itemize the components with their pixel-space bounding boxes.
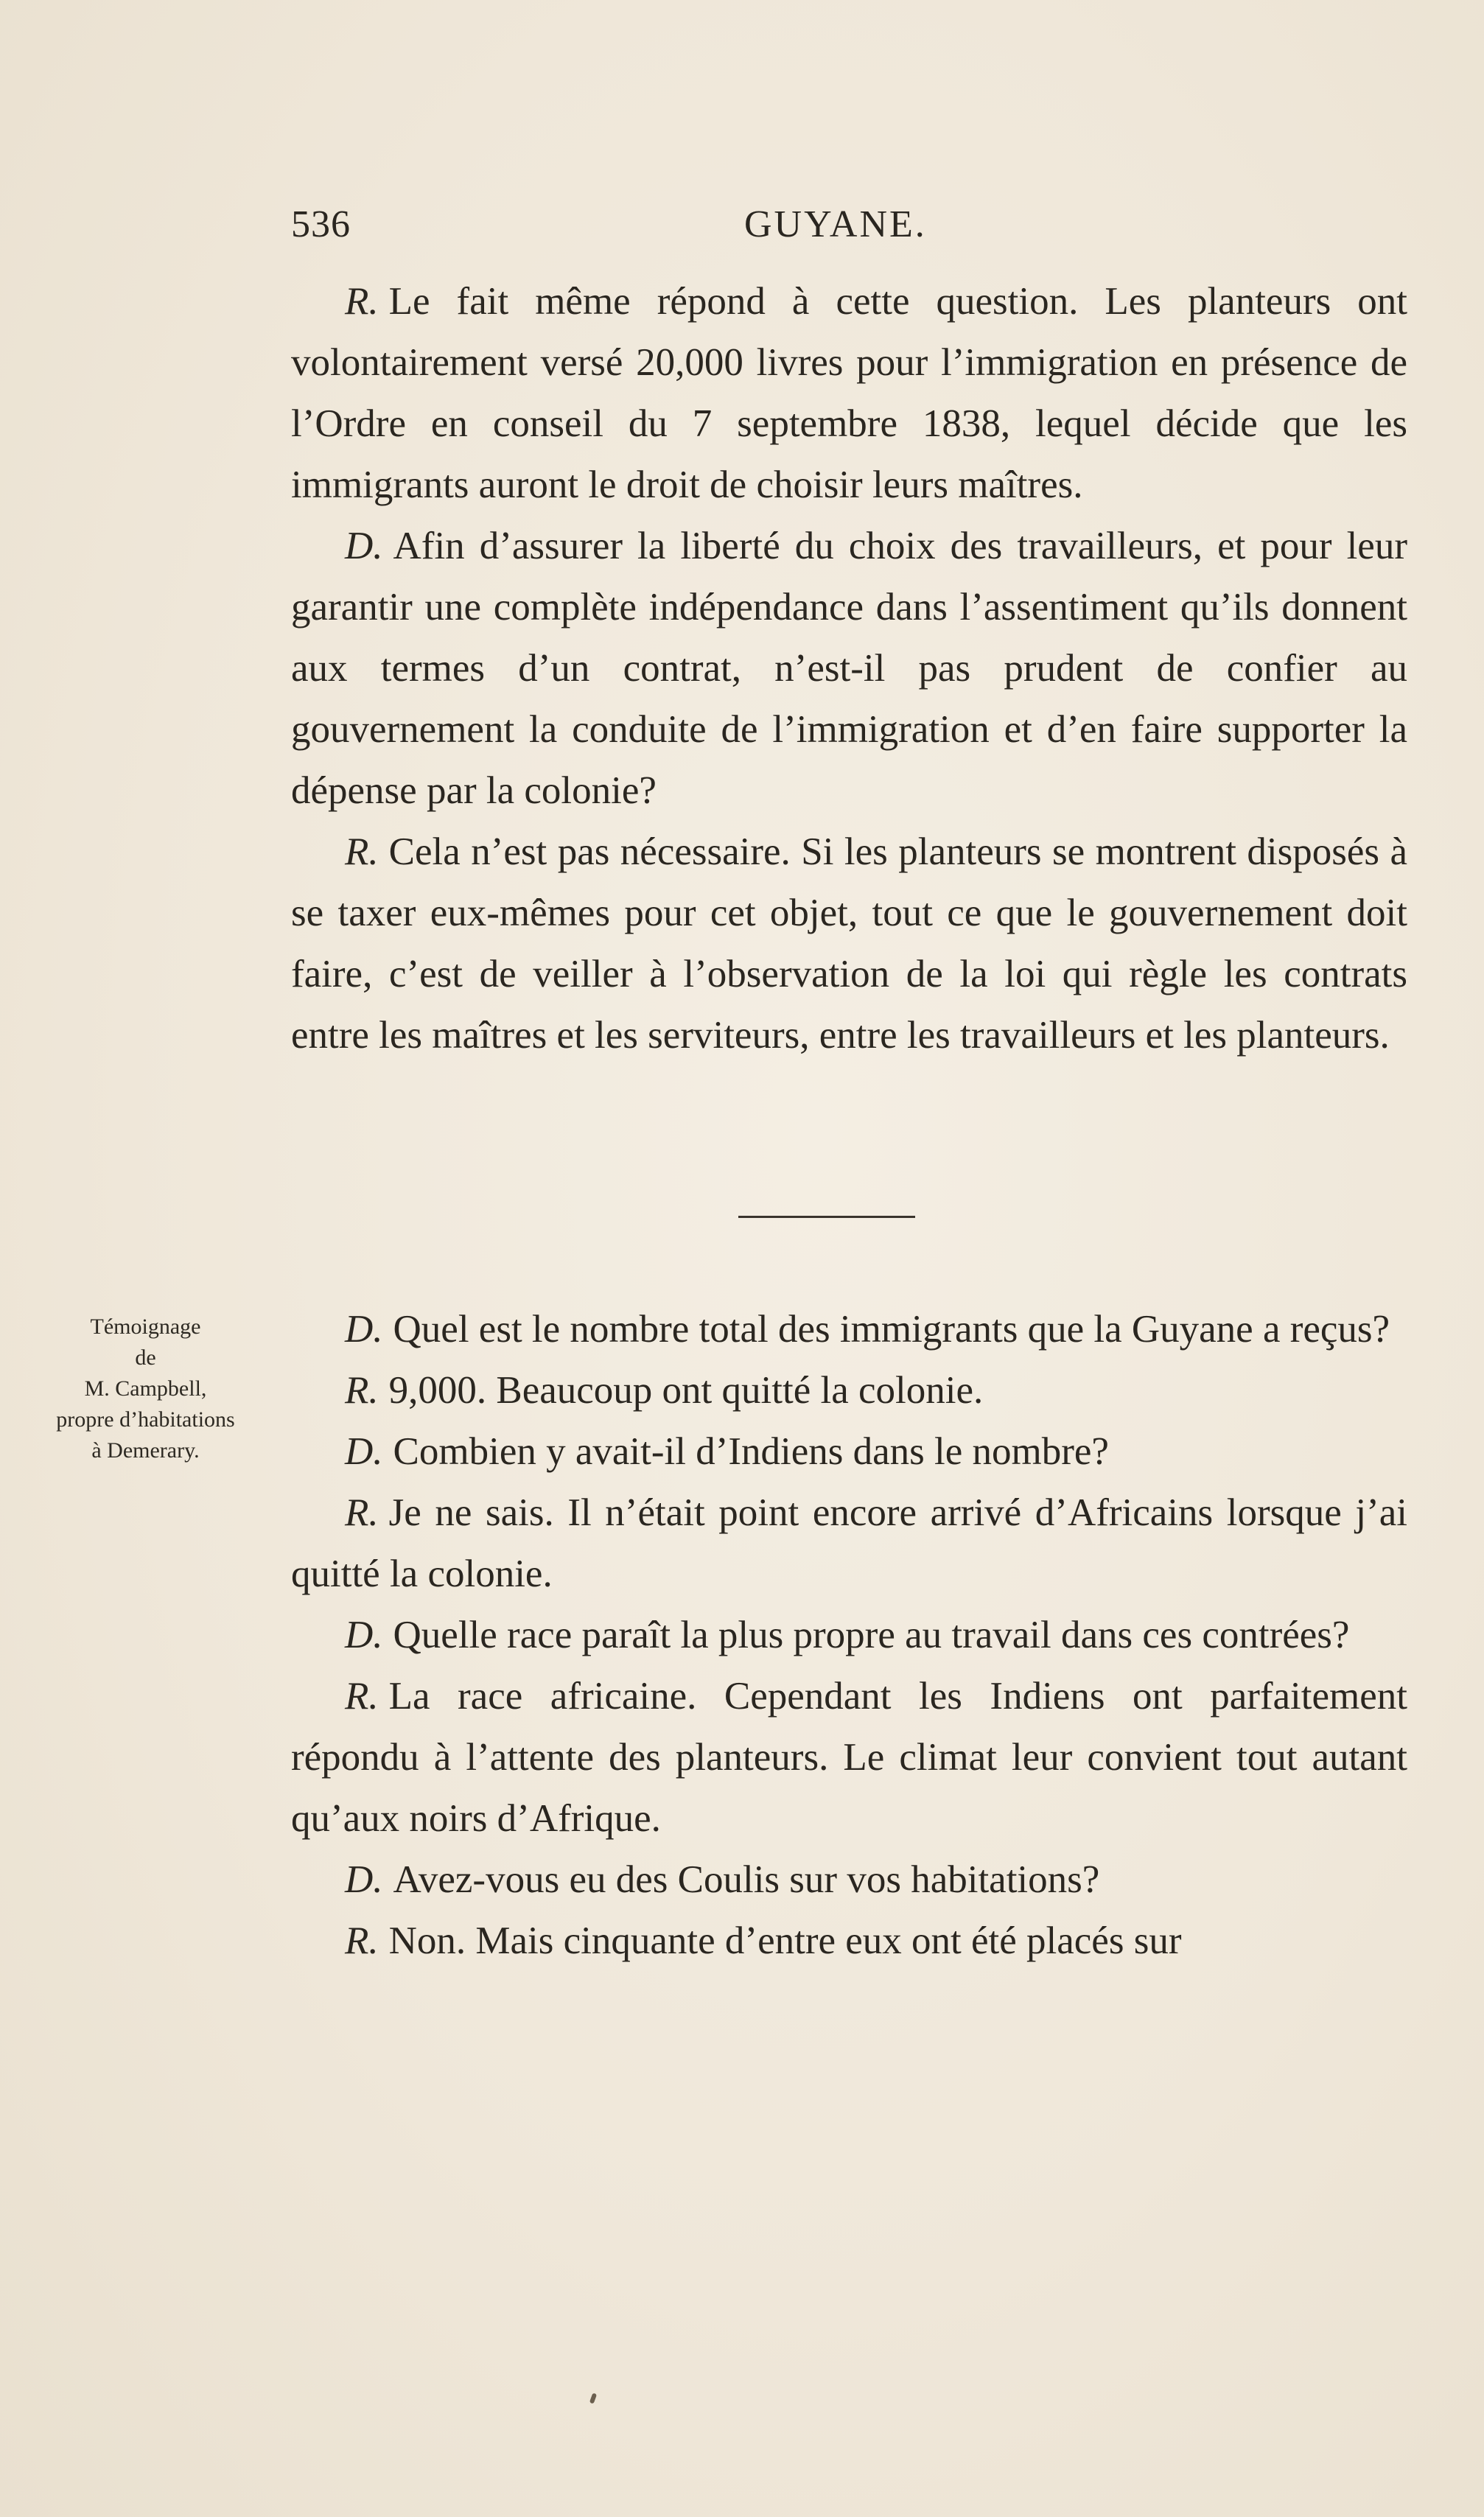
paragraph-text: La race africaine. Cependant les Indiens ont parfaitement répondu à l’attente des planteurs. Le climat leur convient tout autant qu’aux noirs d’Afrique. <box>291 1675 1407 1840</box>
page-number: 536 <box>291 203 351 245</box>
speaker-label: R. <box>345 1491 379 1534</box>
section-divider <box>738 1216 915 1218</box>
paragraph-text: Cela n’est pas nécessaire. Si les planteurs se montrent disposés à se taxer eux-mêmes pour cet objet, tout ce que le gouvernement doit faire, c’est de veiller à l’observation de la loi qui règle les contrats entre les maîtres et les serviteurs, entre les travailleurs et les planteurs. <box>291 830 1407 1057</box>
paragraph <box>291 822 1407 1066</box>
margin-note-line: à Demerary. <box>91 1438 200 1463</box>
speaker-label: D. <box>345 525 383 567</box>
margin-note-line: de <box>135 1345 156 1370</box>
page-header <box>291 203 1407 262</box>
paragraph <box>291 1482 1407 1605</box>
speaker-label: R. <box>345 1369 379 1412</box>
paper-speck <box>589 2392 597 2404</box>
paragraph-text: Le fait même répond à cette question. Les planteurs ont volontairement versé 20,000 livres pour l’immigration en présence de l’Ordre en conseil du 7 septembre 1838, lequel décide que les immigrants auront le droit de choisir leurs maîtres. <box>291 280 1407 506</box>
paragraph <box>291 271 1407 516</box>
speaker-label: R. <box>345 1675 379 1718</box>
margin-note-line: Témoignage <box>90 1314 201 1339</box>
paragraph <box>291 1360 1407 1421</box>
paragraph-text: Quel est le nombre total des immigrants que la Guyane a reçus? <box>393 1308 1390 1351</box>
paragraph <box>291 516 1407 822</box>
paragraph-text: Quelle race paraît la plus propre au travail dans ces contrées? <box>393 1614 1350 1656</box>
text-block-upper <box>291 271 1407 1066</box>
speaker-label: D. <box>345 1308 383 1351</box>
speaker-label: D. <box>345 1858 383 1901</box>
running-title: GUYANE. <box>744 203 927 245</box>
paragraph <box>291 1849 1407 1911</box>
paragraph <box>291 1666 1407 1849</box>
paragraph <box>291 1299 1407 1360</box>
paragraph <box>291 1605 1407 1666</box>
margin-note-line: M. Campbell, <box>84 1376 207 1401</box>
speaker-label: R. <box>345 1919 379 1962</box>
paragraph-text: 9,000. Beaucoup ont quitté la colonie. <box>388 1369 984 1412</box>
paragraph-text: Combien y avait-il d’Indiens dans le nombre? <box>393 1430 1109 1473</box>
paragraph-text: Je ne sais. Il n’était point encore arrivé d’Africains lorsque j’ai quitté la colonie. <box>291 1491 1407 1595</box>
paragraph-text: Avez-vous eu des Coulis sur vos habitations? <box>393 1858 1100 1901</box>
paragraph <box>291 1421 1407 1482</box>
paragraph-text: Non. Mais cinquante d’entre eux ont été placés sur <box>388 1919 1182 1962</box>
margin-note-line: propre d’habitations <box>56 1407 235 1432</box>
paragraph <box>291 1911 1407 1972</box>
speaker-label: D. <box>345 1430 383 1473</box>
speaker-label: R. <box>345 830 379 873</box>
margin-note <box>0 1312 291 1466</box>
speaker-label: D. <box>345 1614 383 1656</box>
speaker-label: R. <box>345 280 379 323</box>
text-block-lower <box>291 1299 1407 1972</box>
paragraph-text: Afin d’assurer la liberté du choix des travailleurs, et pour leur garantir une complète indépendance dans l’assentiment qu’ils donnent aux termes d’un contrat, n’est-il pas prudent de confier au gouvernement la conduite de l’immigration et d’en faire supporter la dépense par la colonie? <box>291 525 1407 812</box>
